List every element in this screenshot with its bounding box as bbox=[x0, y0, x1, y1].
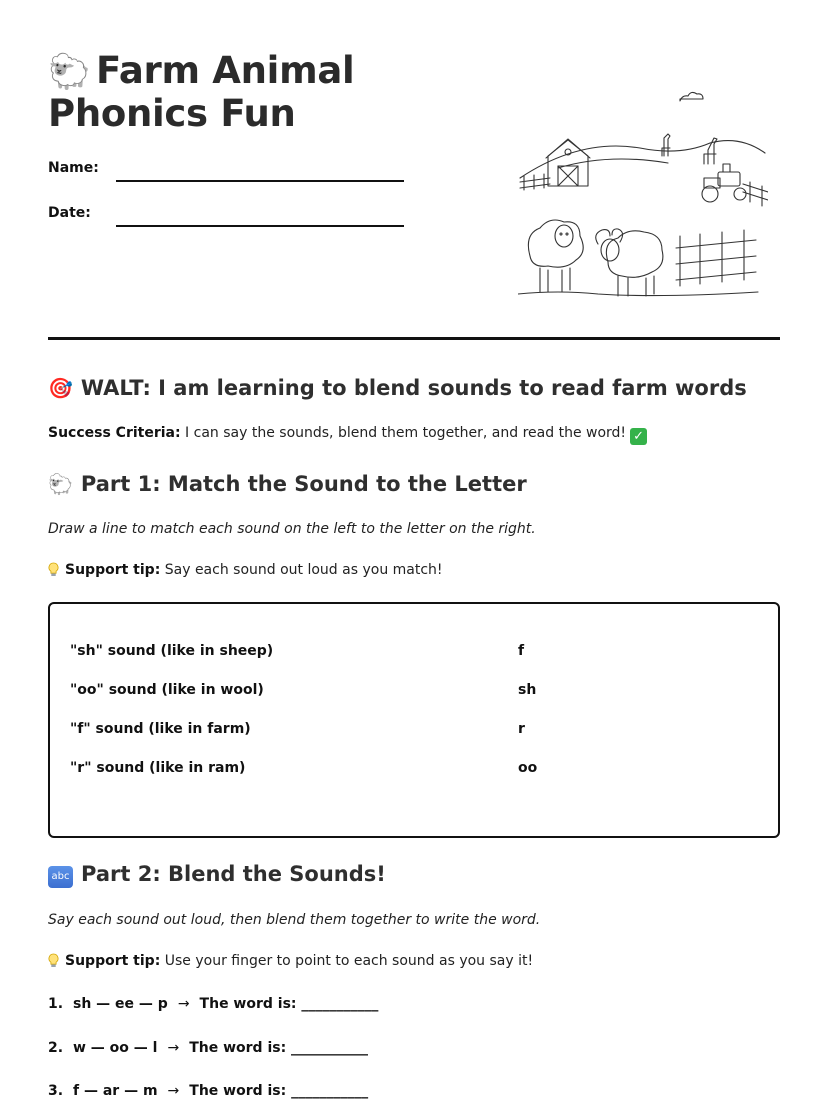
abc-icon: abc bbox=[48, 866, 73, 888]
blend-item[interactable] bbox=[48, 1040, 368, 1056]
sheep-icon: 🐑 bbox=[48, 472, 73, 496]
sound-item[interactable]: "r" sound (like in ram) bbox=[70, 760, 246, 776]
sound-item[interactable]: "f" sound (like in farm) bbox=[70, 721, 251, 737]
letter-item[interactable]: oo bbox=[518, 760, 538, 776]
part2-tip-label: Support tip: bbox=[65, 953, 161, 969]
matching-box bbox=[48, 602, 780, 838]
part2-heading-text: Part 2: Blend the Sounds! bbox=[81, 862, 386, 886]
blend-answer-prompt[interactable]: The word is: ___________ bbox=[189, 1040, 369, 1056]
part1-support-tip bbox=[48, 562, 443, 578]
part2-tip-text: Use your finger to point to each sound as you say it! bbox=[160, 953, 534, 969]
blend-answer-prompt[interactable]: The word is: ___________ bbox=[199, 996, 379, 1012]
sound-item[interactable]: "sh" sound (like in sheep) bbox=[70, 643, 274, 659]
part1-tip-text: Say each sound out loud as you match! bbox=[160, 562, 443, 578]
success-criteria-text: I can say the sounds, blend them together, and read the word! bbox=[180, 425, 627, 441]
part1-instruction: Draw a line to match each sound on the left to the letter on the right. bbox=[48, 521, 536, 537]
blend-sounds: w — oo — l bbox=[73, 1040, 158, 1056]
blend-answer-prompt[interactable]: The word is: ___________ bbox=[189, 1083, 369, 1099]
walt-heading-text: WALT: I am learning to blend sounds to read farm words bbox=[80, 376, 747, 400]
blend-item[interactable] bbox=[48, 996, 378, 1012]
part1-heading-text: Part 1: Match the Sound to the Letter bbox=[80, 472, 527, 496]
blend-item[interactable] bbox=[48, 1083, 368, 1099]
name-label: Name: bbox=[48, 160, 99, 176]
blend-number: 2. bbox=[48, 1040, 64, 1056]
part2-instruction: Say each sound out loud, then blend them together to write the word. bbox=[48, 912, 541, 928]
letter-item[interactable]: f bbox=[518, 643, 525, 659]
arrow-icon: → bbox=[167, 1040, 180, 1056]
sound-item[interactable]: "oo" sound (like in wool) bbox=[70, 682, 264, 698]
blend-number: 3. bbox=[48, 1083, 64, 1099]
name-line[interactable] bbox=[116, 180, 404, 182]
check-mark-icon: ✓ bbox=[630, 428, 647, 445]
light-bulb-icon bbox=[48, 953, 59, 968]
blend-sounds: f — ar — m bbox=[73, 1083, 158, 1099]
arrow-icon: → bbox=[177, 996, 190, 1012]
target-icon: 🎯 bbox=[48, 376, 73, 400]
part2-support-tip bbox=[48, 953, 533, 969]
letter-item[interactable]: sh bbox=[518, 682, 537, 698]
arrow-icon: → bbox=[167, 1083, 180, 1099]
success-criteria bbox=[48, 425, 647, 445]
blend-sounds: sh — ee — p bbox=[73, 996, 168, 1012]
part1-tip-label: Support tip: bbox=[65, 562, 161, 578]
section-divider bbox=[48, 337, 780, 340]
success-criteria-label: Success Criteria: bbox=[48, 425, 181, 441]
page-title-text: Farm Animal Phonics Fun bbox=[48, 49, 355, 135]
date-label: Date: bbox=[48, 205, 91, 221]
letter-item[interactable]: r bbox=[518, 721, 525, 737]
part2-heading bbox=[48, 862, 386, 888]
page-title bbox=[48, 50, 518, 135]
blend-number: 1. bbox=[48, 996, 64, 1012]
walt-heading bbox=[48, 376, 747, 400]
light-bulb-icon bbox=[48, 562, 59, 577]
date-line[interactable] bbox=[116, 225, 404, 227]
farm-illustration bbox=[518, 86, 768, 301]
part1-heading bbox=[48, 472, 527, 496]
sheep-emoji-icon: 🐑 bbox=[48, 52, 91, 92]
